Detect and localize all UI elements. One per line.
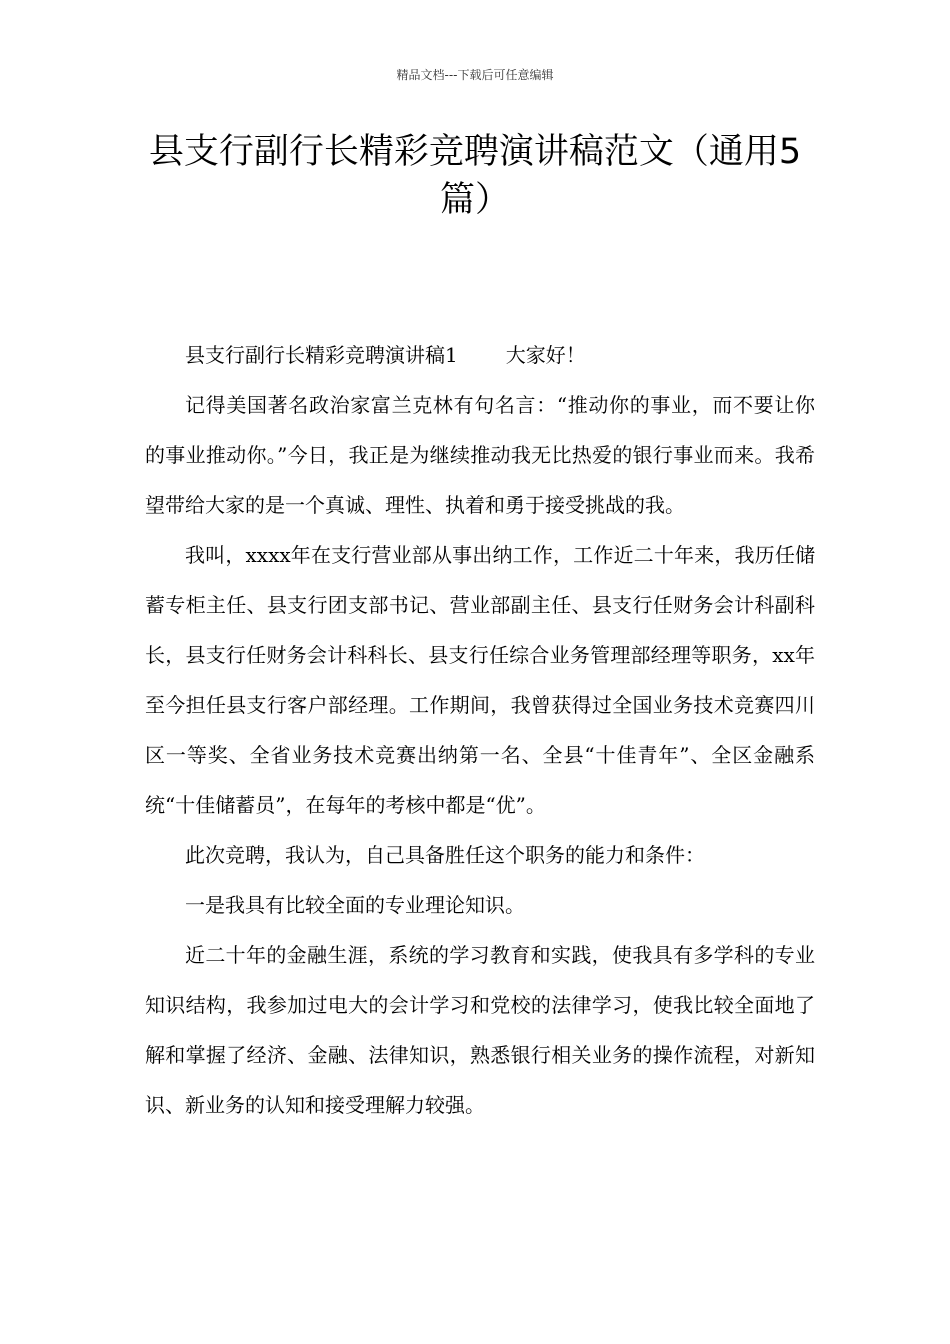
paragraph-background: 我叫，xxxx年在支行营业部从事出纳工作，工作近二十年来，我历任储蓄专柜主任、县支行团支部书记、营业部副主任、县支行任财务会计科副科长，县支行任财务会计科科长、县支行任综合业务管理部经理等职务，xx年至今担任县支行客户部经理。工作期间，我曾获得过全国业务技术竞赛四川区一等奖、全省业务技术竞赛出纳第一名、全县“十佳青年”、全区金融系统“十佳储蓄员”，在每年的考核中都是“优”。 xyxy=(145,543,815,817)
paragraph-quote: 记得美国著名政治家富兰克林有句名言：“推动你的事业，而不要让你的事业推动你。”今日，我正是为继续推动我无比热爱的银行事业而来。我希望带给大家的是一个真诚、理性、执着和勇于接受挑战的我。 xyxy=(145,393,815,517)
header-note: 精品文档---下载后可任意编辑 xyxy=(396,68,554,82)
speech-heading: 县支行副行长精彩竞聘演讲稿1 xyxy=(185,343,458,367)
document-title: 县支行副行长精彩竞聘演讲稿范文（通用5篇） xyxy=(148,132,802,220)
speech-heading-paragraph xyxy=(145,330,815,380)
paragraph-point-one: 一是我具有比较全面的专业理论知识。 xyxy=(185,893,525,917)
paragraph-knowledge: 近二十年的金融生涯，系统的学习教育和实践，使我具有多学科的专业知识结构，我参加过电大的会计学习和党校的法律学习，使我比较全面地了解和掌握了经济、金融、法律知识，熟悉银行相关业务的操作流程，对新知识、新业务的认知和接受理解力较强。 xyxy=(145,943,815,1117)
paragraph-qualification-intro: 此次竞聘，我认为，自己具备胜任这个职务的能力和条件： xyxy=(185,843,705,867)
greeting: 大家好！ xyxy=(505,343,586,367)
document-body xyxy=(145,330,815,1130)
